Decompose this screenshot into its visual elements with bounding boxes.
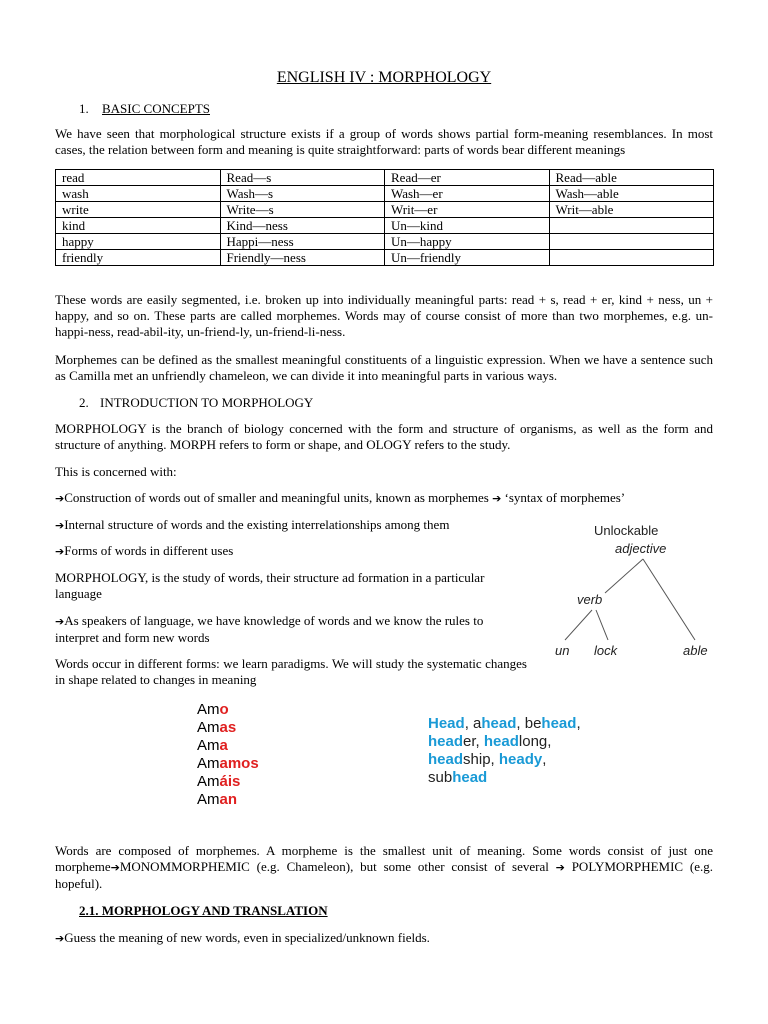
concerned-line: This is concerned with: [55,464,177,479]
table-cell: Read—er [385,170,550,186]
section-1-heading [79,101,210,117]
arrow-icon: ➔ [555,861,565,874]
paradigm-row: Amamos [197,755,259,772]
section-2-title: INTRODUCTION TO MORPHOLOGY [100,395,314,410]
tree-edge [605,559,643,593]
table-row [56,202,714,218]
page-title: ENGLISH IV : MORPHOLOGY [276,69,492,86]
table-cell: Read—s [220,170,385,186]
section-2-1-heading: 2.1. MORPHOLOGY AND TRANSLATION [79,903,328,918]
arrow-icon: ➔ [55,932,65,945]
table-row [56,234,714,250]
tree-leaf-able: able [683,643,708,658]
table-row [56,250,714,266]
table-cell: Read—able [549,170,714,186]
head-line: headship, heady, [428,751,547,768]
table-cell: Un—friendly [385,250,550,266]
head-line: header, headlong, [428,733,552,750]
tree-root-category: adjective [615,541,667,556]
arrow-icon: ➔ [492,492,502,505]
section-1-title: BASIC CONCEPTS [102,101,210,116]
tree-leaf-lock: lock [594,643,618,658]
section-2-number: 2. [79,395,89,410]
table-cell: kind [56,218,221,234]
intro-paragraph: We have seen that morphological structure exists if a group of words shows partial form-meaning resemblances. In most cases, the relation between form and meaning is quite straightforward: parts of words bear different meanings [55,126,713,157]
table-cell: Wash—s [220,186,385,202]
tree-edge [643,559,695,640]
table-row [56,170,714,186]
arrow-icon: ➔ [110,861,120,874]
table-cell [549,218,714,234]
bullet-internal-structure: ➔Internal structure of words and the existing interrelationships among them [55,517,450,532]
tree-mid-node: verb [577,592,603,607]
table-cell: Write—s [220,202,385,218]
table-cell: Kind—ness [220,218,385,234]
morphology-table [55,169,714,266]
head-line: Head, ahead, behead, [428,715,581,732]
table-cell: wash [56,186,221,202]
bullet-guess-meaning: ➔Guess the meaning of new words, even in specialized/unknown fields. [55,930,430,945]
morphology-definition-paragraph: MORPHOLOGY is the branch of biology concerned with the form and structure of organisms, as well as the form and structure of anything. MORPH refers to form or shape, and OLOGY refers to the study. [55,421,713,452]
tree-leaf-un: un [555,643,570,658]
table-cell: Friendly—ness [220,250,385,266]
composed-paragraph: Words are composed of morphemes. A morpheme is the smallest unit of meaning. Some words consist of just one morpheme➔MONOMMORPHEMIC (e.g. Chameleon), but some other consist of several ➔ POLYMORPHEMIC (e.g. hopeful). [55,843,714,891]
table-cell: Happi—ness [220,234,385,250]
head-line: subhead [428,769,488,786]
arrow-icon: ➔ [55,492,65,505]
table-cell: Writ—able [549,202,714,218]
bullet-forms: ➔Forms of words in different uses [55,543,234,558]
arrow-icon: ➔ [55,615,65,628]
table-cell: Un—kind [385,218,550,234]
section-1-number: 1. [79,101,89,116]
amar-paradigm [197,701,259,809]
segmented-paragraph: These words are easily segmented, i.e. broken up into individually meaningful parts: read + s, read + er, kind + ness, un + happy, and so on. These parts are called morphemes. Words may of course consist of more than two morphemes, e.g. un-happi-ness, read-abil-ity, un-friend-ly, un-friend-li-ness. [55,292,713,339]
unlockable-tree-diagram [545,515,725,665]
table-cell: Wash—able [549,186,714,202]
table-cell [549,250,714,266]
arrow-icon: ➔ [55,545,65,558]
arrow-icon: ➔ [55,519,65,532]
table-cell: Wash—er [385,186,550,202]
table-cell: write [56,202,221,218]
morphemes-paragraph: Morphemes can be defined as the smallest meaningful constituents of a linguistic expression. When we have a sentence such as Camilla met an unfriendly chameleon, we can divide it into meaningful parts in various ways. [55,352,713,383]
head-word-family [428,715,581,787]
forms-paragraph: Words occur in different forms: we learn paradigms. We will study the systematic changes in shape related to changes in meaning [55,656,527,687]
section-2-heading [79,395,313,411]
tree-edge [596,610,608,640]
table-cell: Writ—er [385,202,550,218]
bullet-speakers: ➔As speakers of language, we have knowledge of words and we know the rules to interpret and form new words [55,613,484,645]
table-row [56,218,714,234]
tree-root-word: Unlockable [594,523,659,538]
paradigm-row: Amáis [197,773,241,790]
table-cell: friendly [56,250,221,266]
table-row [56,186,714,202]
table-cell: read [56,170,221,186]
paradigm-row: Ama [197,737,228,754]
paradigm-row: Amas [197,719,237,736]
bullet-construction: ➔Construction of words out of smaller and meaningful units, known as morphemes ➔ ‘syntax of morphemes’ [55,490,626,505]
tree-edge [565,610,592,640]
paradigm-row: Amo [197,701,229,718]
study-paragraph: MORPHOLOGY, is the study of words, their structure ad formation in a particular language [55,570,485,601]
table-cell: Un—happy [385,234,550,250]
table-cell: happy [56,234,221,250]
paradigm-row: Aman [197,791,238,808]
table-cell [549,234,714,250]
